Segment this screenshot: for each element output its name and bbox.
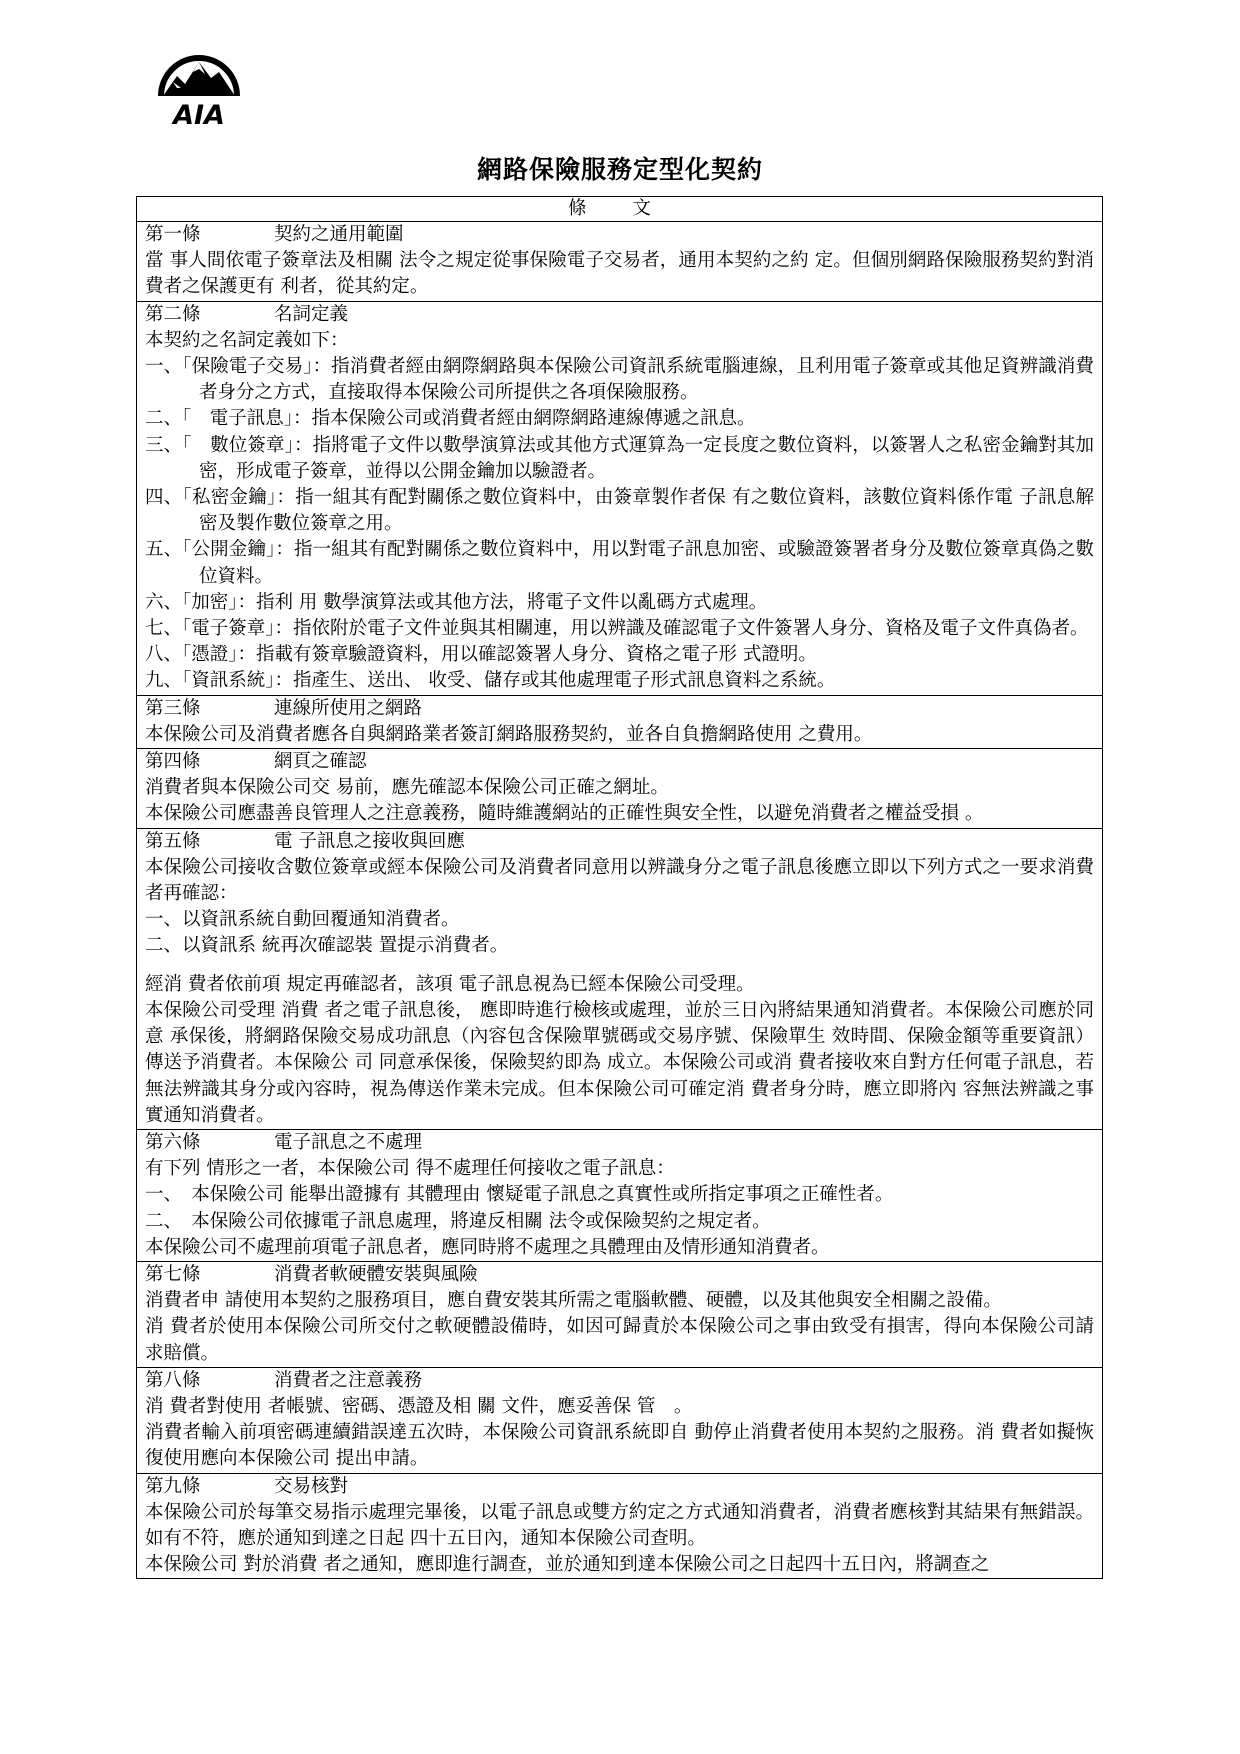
definition-item: 二、「 電子訊息」：指本保險公司或消費者經由網際網路連線傳遞之訊息。 — [145, 408, 756, 430]
article-paragraph: 消費者輸入前項密碼連續錯誤達五次時，本保險公司資訊系統即自 動停止消費者使用本契約之服務。消 費者如擬恢復使用應向本保險公司 提出申請。 — [145, 1422, 1094, 1470]
article-paragraph: 本保險公司及消費者應各自與網路業者簽訂網路服務契約，並各自負擔網路使用 之費用。 — [145, 723, 873, 745]
article-heading: 電子訊息之不處理 — [274, 1131, 423, 1153]
article-1 — [137, 222, 1103, 302]
definition-item: 三、「 數位簽章」：指將電子文件以數學演算法或其他方式運算為一定長度之數位資料，以簽署人之私密金鑰對其加密，形成電子簽章，並得以公開金鑰加以驗證者。 — [145, 434, 1094, 482]
article-3 — [137, 695, 1103, 748]
article-number: 第五條 — [145, 830, 201, 852]
article-paragraph: 本保險公司不處理前項電子訊息者，應同時將不處理之具體理由及情形通知消費者。 — [145, 1236, 830, 1258]
definition-item: 九、「資訊系統」：指產生、送出、 收受、儲存或其他處理電子形式訊息資料之系統。 — [145, 670, 836, 692]
article-4 — [137, 749, 1103, 829]
article-number: 第一條 — [145, 224, 201, 245]
article-6 — [137, 1129, 1103, 1261]
definition-item: 一、「保險電子交易」：指消費者經由網際網路與本保險公司資訊系統電腦連線，且利用電子簽章或其他足資辨識消費者身分之方式，直接取得本保險公司所提供之各項保險服務。 — [145, 356, 1094, 404]
article-number: 第八條 — [145, 1369, 201, 1391]
article-9 — [137, 1473, 1103, 1579]
article-5 — [137, 828, 1103, 1129]
article-heading: 名詞定義 — [274, 303, 349, 325]
article-number: 第九條 — [145, 1475, 201, 1497]
table-header: 條 文 — [137, 197, 1103, 222]
aia-logo-mark — [153, 38, 245, 130]
article-paragraph: 消費者與本保險公司交 易前，應先確認本保險公司正確之網址。 — [145, 777, 669, 799]
article-paragraph: 本保險公司受理 消費 者之電子訊息後， 應即時進行檢核或處理，並於三日內將結果通知消費者。本保險公司應於同意 承保後，將網路保險交易成功訊息（內容包含保險單號碼或交易序號、保險單生 效時間、保險金額等重要資訊）傳送予消費者。本保險公 司 同意承保後，保險契約即為 成立。本保險公司或消 費者接收來自對方任何電子訊息，若無法辨識其身分或內容時，視為傳送作業未完成。但本保險公司可確定消 費者身分時，應立即將內 容無法辨識之事實通知消費者。 — [145, 999, 1094, 1126]
article-paragraph: 消 費者對使用 者帳號、密碼、憑證及相 關 文件，應妥善保 管 。 — [145, 1395, 693, 1417]
article-paragraph: 當 事人間依電子簽章法及相關 法令之規定從事保險電子交易者，通用本契約之約 定。但個別網路保險服務契約對消 費者之保護更有 利者，從其約定。 — [145, 250, 1094, 298]
article-2 — [137, 301, 1103, 695]
article-heading: 網頁之確認 — [274, 751, 367, 773]
article-paragraph: 消費者申 請使用本契約之服務項目，應自費安裝其所需之電腦軟體、硬體，以及其他與安全相關之設備。 — [145, 1290, 1002, 1312]
article-number: 第二條 — [145, 303, 201, 325]
logo-text: AIA — [173, 100, 225, 130]
article-paragraph: 本保險公司於每筆交易指示處理完畢後，以電子訊息或雙方約定之方式通知消費者，消費者應核對其結果有無錯誤。如有不符，應於通知到達之日起 四十五日內，通知本保險公司查明。 — [145, 1501, 1094, 1549]
article-number: 第六條 — [145, 1131, 201, 1153]
list-item: 一、以資訊系統自動回覆通知消費者。 — [145, 909, 460, 931]
article-intro: 本契約之名詞定義如下： — [145, 329, 349, 351]
article-paragraph: 本保險公司 對於消費 者之通知，應即進行調查，並於通知到達本保險公司之日起四十五日內，將調查之 — [145, 1554, 990, 1576]
article-number: 第三條 — [145, 697, 201, 719]
definition-item: 八、「憑證」：指載有簽章驗證資料，用以確認簽署人身分、資格之電子形 式證明。 — [145, 644, 817, 666]
article-heading: 電 子訊息之接收與回應 — [274, 830, 465, 852]
definition-item: 四、「私密金鑰」：指一組其有配對關係之數位資料中，由簽章製作者保 有之數位資料，該數位資料係作電 子訊息解密及製作數位簽章之用。 — [145, 487, 1094, 535]
article-paragraph: 消 費者於使用本保險公司所交付之軟硬體設備時，如因可歸責於本保險公司之事由致受有損害，得向本保險公司請求賠償。 — [145, 1316, 1094, 1364]
article-8 — [137, 1367, 1103, 1473]
article-paragraph: 經消 費者依前項 規定再確認者，該項 電子訊息視為已經本保險公司受理。 — [145, 973, 755, 995]
definition-item: 七、「電子簽章」：指依附於電子文件並與其相關連，用以辨識及確認電子文件簽署人身分、資格及電子文件真偽者。 — [145, 618, 1089, 640]
article-heading: 交易核對 — [274, 1475, 349, 1497]
article-intro: 有下列 情形之一者，本保險公司 得不處理任何接收之電子訊息： — [145, 1158, 675, 1180]
list-item: 二、 本保險公司依據電子訊息處理，將違反相關 法令或保險契約之規定者。 — [145, 1210, 771, 1232]
contract-table — [136, 196, 1103, 1579]
list-item: 二、以資訊系 統再次確認裝 置提示消費者。 — [145, 935, 509, 957]
article-heading: 連線所使用之網路 — [274, 697, 423, 719]
aia-logo — [153, 38, 245, 130]
article-heading: 契約之通用範圍 — [274, 224, 404, 245]
article-paragraph: 本保險公司應盡善良管理人之注意義務，隨時維護網站的正確性與安全性，以避免消費者之權益受損 。 — [145, 803, 984, 825]
article-7 — [137, 1261, 1103, 1367]
article-number: 第七條 — [145, 1263, 201, 1285]
article-intro: 本保險公司接收含數位簽章或經本保險公司及消費者同意用以辨識身分之電子訊息後應立即以下列方式之一要求消費者再確認： — [145, 856, 1094, 905]
definition-item: 五、「公開金鑰」：指一組其有配對關係之數位資料中，用以對電子訊息加密、或驗證簽署者身分及數位簽章真偽之數位資料。 — [145, 539, 1094, 587]
document-title: 網路保險服務定型化契約 — [476, 155, 763, 184]
article-number: 第四條 — [145, 751, 201, 773]
list-item: 一、 本保險公司 能舉出證據有 其體理由 懷疑電子訊息之真實性或所指定事項之正確性者。 — [145, 1184, 894, 1206]
article-heading: 消費者之注意義務 — [274, 1369, 423, 1391]
definition-item: 六、「加密」：指利 用 數學演算法或其他方法，將電子文件以亂碼方式處理。 — [145, 591, 768, 613]
article-heading: 消費者軟硬體安裝與風險 — [274, 1263, 478, 1285]
